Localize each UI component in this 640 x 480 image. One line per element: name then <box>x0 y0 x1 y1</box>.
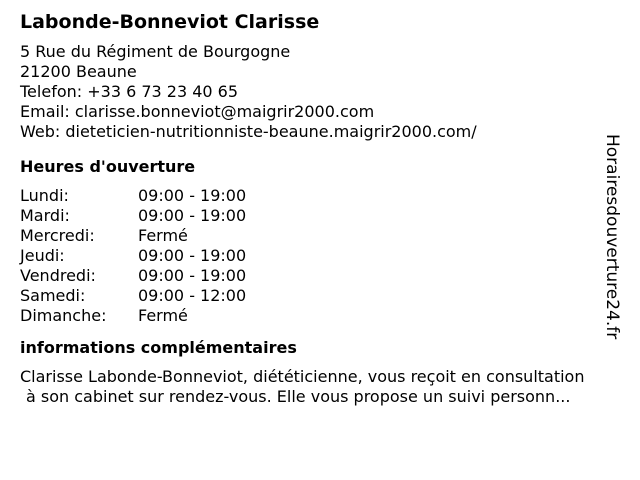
hours-row <box>20 206 620 226</box>
time-value: 09:00 - 12:00 <box>138 286 247 305</box>
hours-row <box>20 246 620 266</box>
address-line-2: 21200 Beaune <box>20 62 137 81</box>
info-line-2: à son cabinet sur rendez-vous. Elle vous propose un suivi personn... <box>26 387 571 406</box>
web-line: Web: dieteticien-nutritionniste-beaune.maigrir2000.com/ <box>20 122 477 141</box>
site-watermark: Horairesdouverture24.fr <box>602 134 622 340</box>
hours-row <box>20 286 620 306</box>
day-label: Jeudi: <box>20 246 65 265</box>
hours-row <box>20 306 620 326</box>
day-label: Mardi: <box>20 206 70 225</box>
email-line: Email: clarisse.bonneviot@maigrir2000.com <box>20 102 375 121</box>
time-value: Fermé <box>138 306 188 325</box>
business-card <box>20 8 620 407</box>
day-label: Dimanche: <box>20 306 107 325</box>
time-value: 09:00 - 19:00 <box>138 186 247 205</box>
hours-row <box>20 186 620 206</box>
info-line-1: Clarisse Labonde-Bonneviot, diététicienne, vous reçoit en consultation <box>20 367 585 386</box>
day-label: Vendredi: <box>20 266 96 285</box>
day-label: Lundi: <box>20 186 69 205</box>
time-value: Fermé <box>138 226 188 245</box>
time-value: 09:00 - 19:00 <box>138 206 247 225</box>
hours-row <box>20 226 620 246</box>
day-label: Samedi: <box>20 286 86 305</box>
address-line-1: 5 Rue du Régiment de Bourgogne <box>20 42 291 61</box>
info-description <box>20 367 620 407</box>
time-value: 09:00 - 19:00 <box>138 266 247 285</box>
hours-title: Heures d'ouverture <box>20 157 196 176</box>
hours-table <box>20 186 620 326</box>
day-label: Mercredi: <box>20 226 95 245</box>
phone-line: Telefon: +33 6 73 23 40 65 <box>20 82 239 101</box>
contact-block <box>20 42 620 142</box>
hours-row <box>20 266 620 286</box>
business-name: Labonde-Bonneviot Clarisse <box>20 11 320 33</box>
info-title: informations complémentaires <box>20 338 297 357</box>
time-value: 09:00 - 19:00 <box>138 246 247 265</box>
